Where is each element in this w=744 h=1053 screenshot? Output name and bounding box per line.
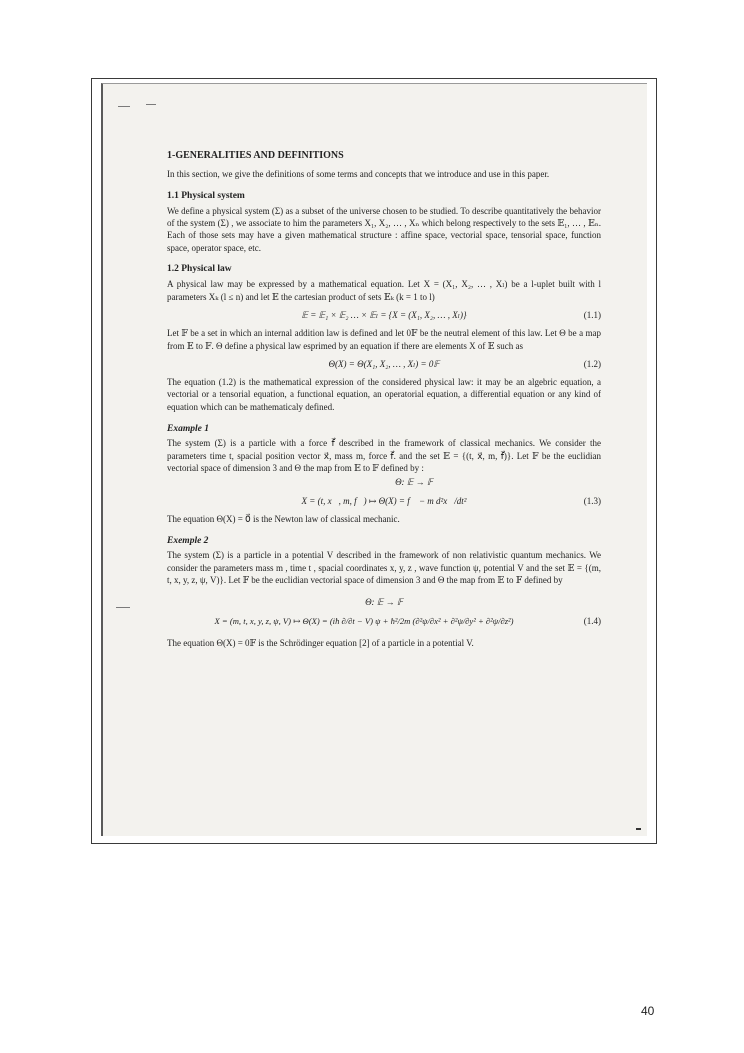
example-2-paragraph: The system (Σ) is a particle in a potential V described in the framework of non relativistic quantum mechanics. We consider the parameters mass m , time t , spacial coordinates x, y, z , wave function ψ, potential V and the set 𝔼 = {(m, t, x, y, z, ψ, V)}. Let 𝔽 be the euclidian vectorial space of dimension 3 and Θ the map from 𝔼 to 𝔽 defined by — [167, 550, 601, 586]
example-1-map: Θ: 𝔼 → 𝔽 — [395, 477, 433, 488]
scan-mark-bottom-right — [636, 828, 641, 830]
equation-1-3-body: X = (t, x⃗, m, f⃗) ↦ Θ(X) = f⃗ − m d²x⃗/dt² — [301, 495, 467, 506]
equation-1-4-number: (1.4) — [583, 615, 601, 626]
physical-law-paragraph-3: The equation (1.2) is the mathematical expression of the considered physical law: it may be an algebric equation, a vectorial or a tensorial equation, a functional equation, an operatorial equation, a differential equation or any kind of equation which can be mathematicaly defined. — [167, 377, 601, 412]
equation-1-2-number: (1.2) — [583, 358, 601, 369]
document-content — [167, 150, 601, 649]
example-1-paragraph: The system (Σ) is a particle with a force f⃗ described in the framework of classical mechanics. We consider the parameters time t, spacial position vector x⃗, mass m, force f⃗. and the set 𝔼 = {(t, x⃗, m, f⃗)}. Let 𝔽 be the euclidian vectorial space of dimension 3 and Θ the map from 𝔼 to 𝔽 defined by : — [167, 438, 601, 473]
equation-1-2 — [167, 358, 601, 370]
physical-law-paragraph-2: Let 𝔽 be a set in which an internal addition law is defined and let 0𝔽 be the neutral element of this law. Let Θ be a map from 𝔼 to 𝔽. Θ define a physical law esprimed by an equation if there are elements X of 𝔼 such as — [167, 328, 601, 351]
heading-physical-system: 1.1 Physical system — [167, 190, 245, 201]
heading-example-2: Exemple 2 — [167, 536, 209, 547]
example-1-conclusion: The equation Θ(X) = 0⃗ is the Newton law of classical mechanic. — [167, 513, 400, 524]
example-2-map: Θ: 𝔼 → 𝔽 — [365, 597, 403, 608]
physical-system-paragraph: We define a physical system (Σ) as a subset of the universe chosen to be studied. To describe quantitatively the behavior of the system (Σ) , we associate to him the parameters X₁, X₂, … , Xₙ which belong respectively to the sets 𝔼₁, … , 𝔼ₙ. Each of those sets may have a given mathematical structure : affine space, vectorial space, tensorial space, function space, operator space, etc. — [167, 205, 601, 253]
page-number: 40 — [641, 1004, 655, 1018]
equation-1-1 — [167, 309, 601, 321]
equation-1-3 — [167, 495, 601, 507]
equation-1-4 — [167, 615, 601, 627]
scan-mark-top-left — [118, 106, 130, 107]
heading-example-1: Example 1 — [167, 424, 209, 435]
heading-physical-law: 1.2 Physical law — [167, 264, 232, 275]
example-2-conclusion: The equation Θ(X) = 0𝔽 is the Schrödinger equation [2] of a particle in a potential V. — [167, 637, 474, 648]
physical-law-paragraph-1: A physical law may be expressed by a mathematical equation. Let X = (X₁, X₂, … , Xₗ) be a l-uplet built with l parameters Xₖ (l ≤ n) and let 𝔼 the cartesian product of sets 𝔼ₖ (k = 1 to l) — [167, 279, 601, 302]
equation-1-1-number: (1.1) — [583, 309, 601, 320]
equation-1-1-body: 𝔼 = 𝔼₁ × 𝔼₂ … × 𝔼ₗ = {X = (X₁, X₂, … , Xₗ)} — [301, 309, 467, 320]
equation-1-4-body: X = (m, t, x, y, z, ψ, V) ↦ Θ(X) = (iħ ∂/∂t − V) ψ + ħ²/2m (∂²ψ/∂x² + ∂²ψ/∂y² + ∂²ψ/∂z²) — [214, 615, 514, 626]
equation-1-3-number: (1.3) — [583, 495, 601, 506]
equation-1-2-body: Θ(X) = Θ(X₁, X₂, … , Xₗ) = 0𝔽 — [328, 358, 440, 369]
section-title: 1-GENERALITIES AND DEFINITIONS — [167, 150, 344, 161]
intro-paragraph: In this section, we give the definitions of some terms and concepts that we introduce and use in this paper. — [167, 169, 550, 180]
scan-mark-top-left-2 — [146, 104, 156, 105]
scan-mark-left — [116, 607, 130, 608]
